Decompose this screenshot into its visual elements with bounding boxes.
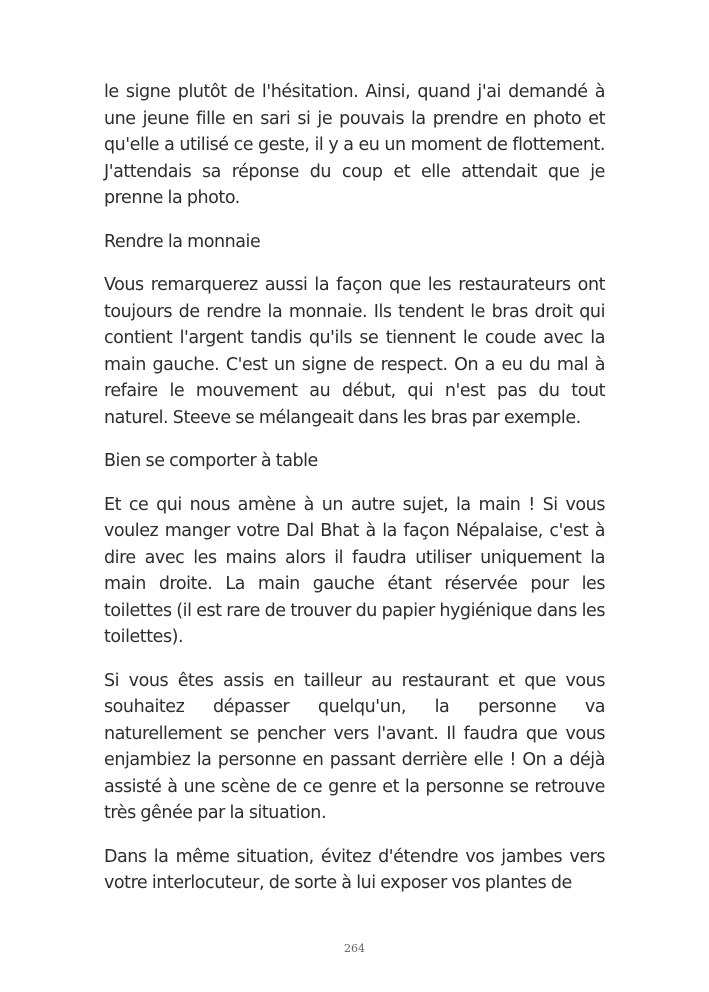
paragraph-hesitation: le signe plutôt de l'hésitation. Ainsi, quand j'ai demandé à une jeune fille en sari si je pouvais la prendre en photo et qu'elle a utilisé ce geste, il y a eu un moment de flottement. J'attendais sa réponse du coup et elle attendait que je prenne la photo. bbox=[104, 82, 605, 208]
page-body bbox=[104, 79, 605, 914]
paragraph-tailleur: Si vous êtes assis en tailleur au restaurant et que vous souhaitez dépasser quelqu'un, la personne va naturellement se pencher vers l'avant. Il faudra que vous enjambiez la personne en passant derrière elle ! On a déjà assisté à une scène de ce genre et la personne se retrouve très gênée par la situation. bbox=[104, 670, 605, 823]
paragraph-jambes: Dans la même situation, évitez d'étendre vos jambes vers votre interlocuteur, de sorte à lui exposer vos plantes de bbox=[104, 846, 605, 893]
paragraph-monnaie: Vous remarquerez aussi la façon que les restaurateurs ont toujours de rendre la monnaie. Ils tendent le bras droit qui contient l'argent tandis qu'ils se tiennent le coude avec la main gauche. C'est un signe de respect. On a eu du mal à refaire le mouvement au début, qui n'est pas du tout naturel. Steeve se mélangeait dans les bras par exemple. bbox=[104, 275, 605, 428]
section-heading-rendre-la-monnaie: Rendre la monnaie bbox=[104, 231, 261, 252]
paragraph-main: Et ce qui nous amène à un autre sujet, la main ! Si vous voulez manger votre Dal Bhat à la façon Népalaise, c'est à dire avec les mains alors il faudra utiliser uniquement la main droite. La main gauche étant réservée pour les toilettes (il est rare de trouver du papier hygiénique dans les toilettes). bbox=[104, 494, 605, 647]
section-heading-table: Bien se comporter à table bbox=[104, 451, 318, 471]
page-number: 264 bbox=[344, 942, 365, 955]
